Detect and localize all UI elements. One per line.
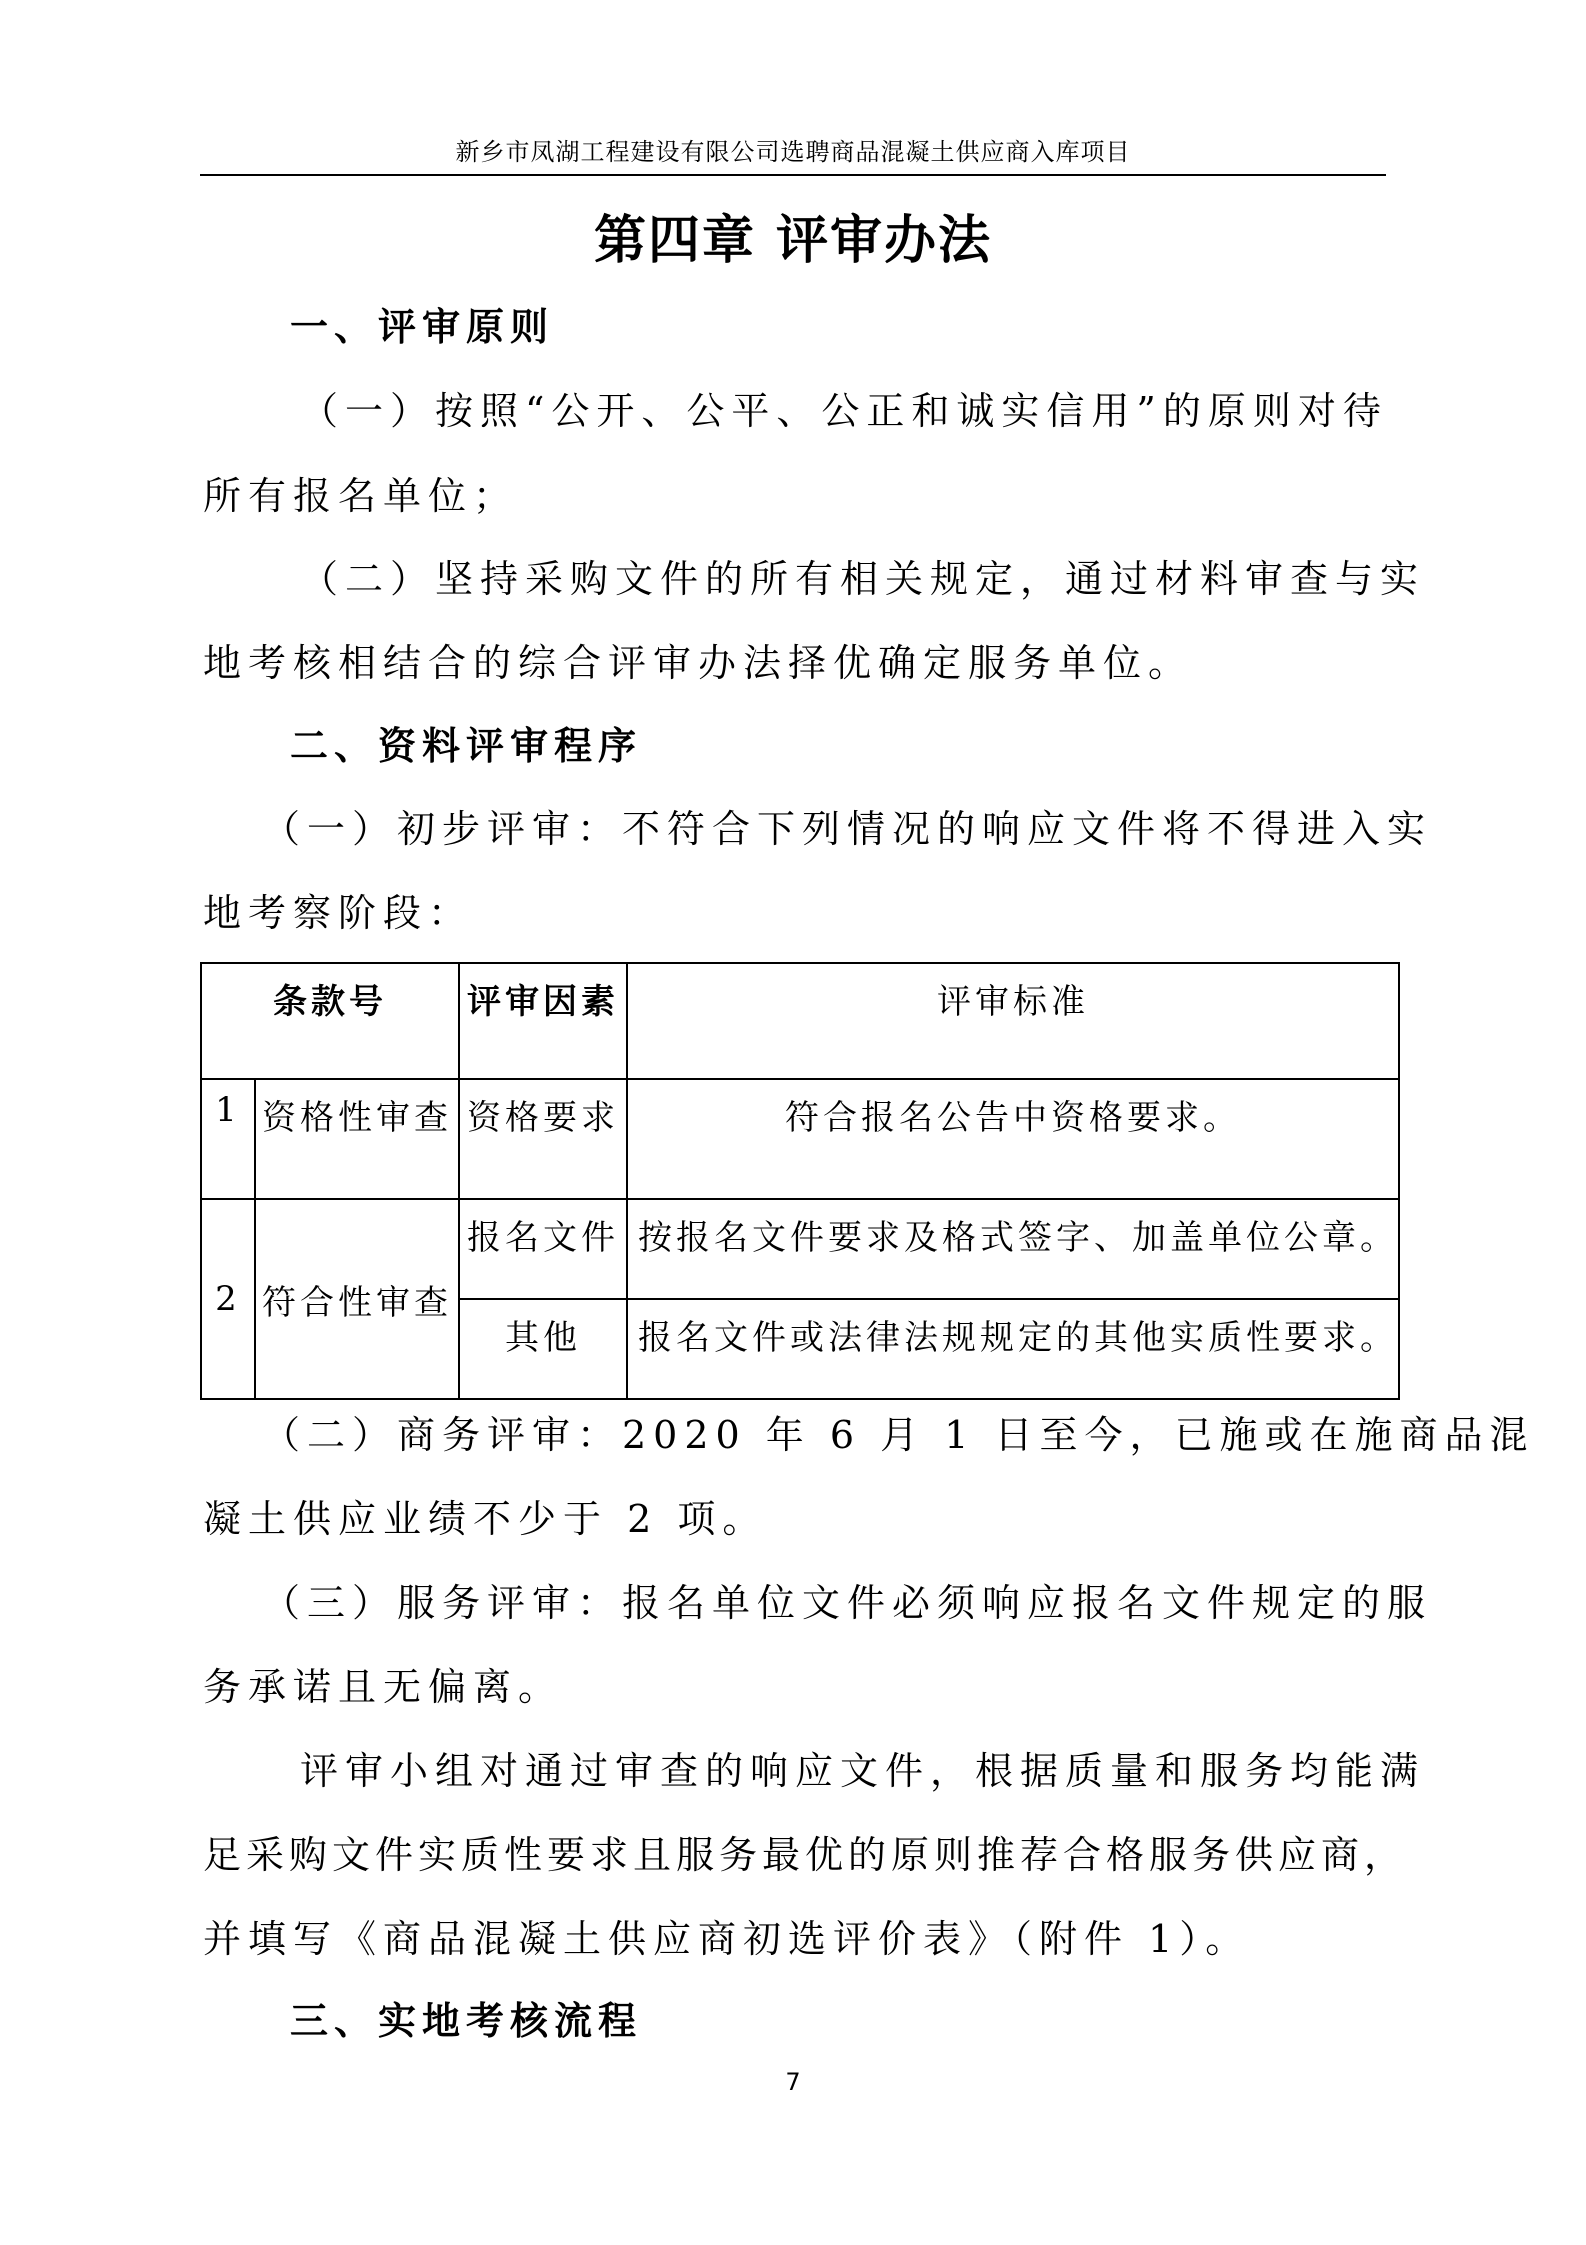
row-1-standard xyxy=(627,1079,1399,1199)
row-1-no-text: 1 xyxy=(215,1090,241,1130)
row-1-no xyxy=(201,1079,255,1199)
row-2-standard-text: 按报名文件要求及格式签字、加盖单位公章。 xyxy=(638,1218,1398,1258)
row-2-factor xyxy=(459,1199,627,1299)
paragraph-5-line-2: 务承诺且无偏离。 xyxy=(203,1665,564,1709)
header-review-standard-text: 评审标准 xyxy=(937,982,1089,1022)
paragraph-5-line-1: （三）服务评审：报名单位文件必须响应报名文件规定的服 xyxy=(262,1581,1433,1625)
paragraph-6-line-2: 足采购文件实质性要求且服务最优的原则推荐合格服务供应商， xyxy=(203,1833,1408,1877)
header-clause-no xyxy=(201,963,459,1079)
row-1-item xyxy=(255,1079,459,1199)
paragraph-6-line-1: 评审小组对通过审查的响应文件，根据质量和服务均能满 xyxy=(300,1749,1426,1793)
table-row xyxy=(201,1199,1399,1299)
row-2-item-text: 符合性审查 xyxy=(262,1282,452,1323)
paragraph-2-line-1: （二）坚持采购文件的所有相关规定，通过材料审查与实 xyxy=(300,557,1426,601)
table-row xyxy=(201,1079,1399,1199)
header-rule xyxy=(200,174,1386,176)
table-header-row xyxy=(201,963,1399,1079)
paragraph-1-line-1: （一）按照“公开、公平、公正和诚实信用”的原则对待 xyxy=(300,389,1388,433)
row-2-standard xyxy=(627,1199,1399,1299)
row-2-no-text: 2 xyxy=(215,1279,241,1319)
header-review-standard xyxy=(627,963,1399,1079)
paragraph-6-line-3: 并填写《商品混凝土供应商初选评价表》（附件 1）。 xyxy=(203,1917,1251,1961)
paragraph-4-line-1: （二）商务评审：2020 年 6 月 1 日至今，已施或在施商品混 xyxy=(262,1413,1535,1457)
header-clause-no-text: 条款号 xyxy=(273,982,387,1022)
row-3-standard-text: 报名文件或法律法规规定的其他实质性要求。 xyxy=(638,1318,1398,1358)
row-1-factor xyxy=(459,1079,627,1199)
paragraph-2-line-2: 地考核相结合的综合评审办法择优确定服务单位。 xyxy=(203,641,1194,685)
header-review-factor xyxy=(459,963,627,1079)
review-criteria-table xyxy=(200,962,1400,1400)
section-heading-2: 二、资料评审程序 xyxy=(290,723,643,768)
row-2-item xyxy=(255,1199,459,1399)
row-1-standard-text: 符合报名公告中资格要求。 xyxy=(785,1098,1241,1138)
paragraph-3-line-1: （一）初步评审：不符合下列情况的响应文件将不得进入实 xyxy=(262,807,1433,851)
chapter-title: 第四章 评审办法 xyxy=(593,210,993,271)
paragraph-1-line-2: 所有报名单位； xyxy=(203,474,519,518)
page-number: 7 xyxy=(785,2068,801,2096)
section-heading-1: 一、评审原则 xyxy=(290,304,555,349)
row-3-factor xyxy=(459,1299,627,1399)
page-header: 新乡市凤湖工程建设有限公司选聘商品混凝土供应商入库项目 xyxy=(455,138,1131,166)
row-3-standard xyxy=(627,1299,1399,1399)
paragraph-3-line-2: 地考察阶段： xyxy=(203,891,474,935)
row-2-no xyxy=(201,1199,255,1399)
header-review-factor-text: 评审因素 xyxy=(467,982,619,1022)
paragraph-4-line-2: 凝土供应业绩不少于 2 项。 xyxy=(203,1497,768,1541)
row-3-factor-text: 其他 xyxy=(505,1318,581,1358)
row-1-factor-text: 资格要求 xyxy=(467,1098,619,1138)
section-heading-3: 三、实地考核流程 xyxy=(290,1998,643,2043)
row-2-factor-text: 报名文件 xyxy=(467,1218,619,1258)
row-1-item-text: 资格性审查 xyxy=(262,1098,452,1138)
